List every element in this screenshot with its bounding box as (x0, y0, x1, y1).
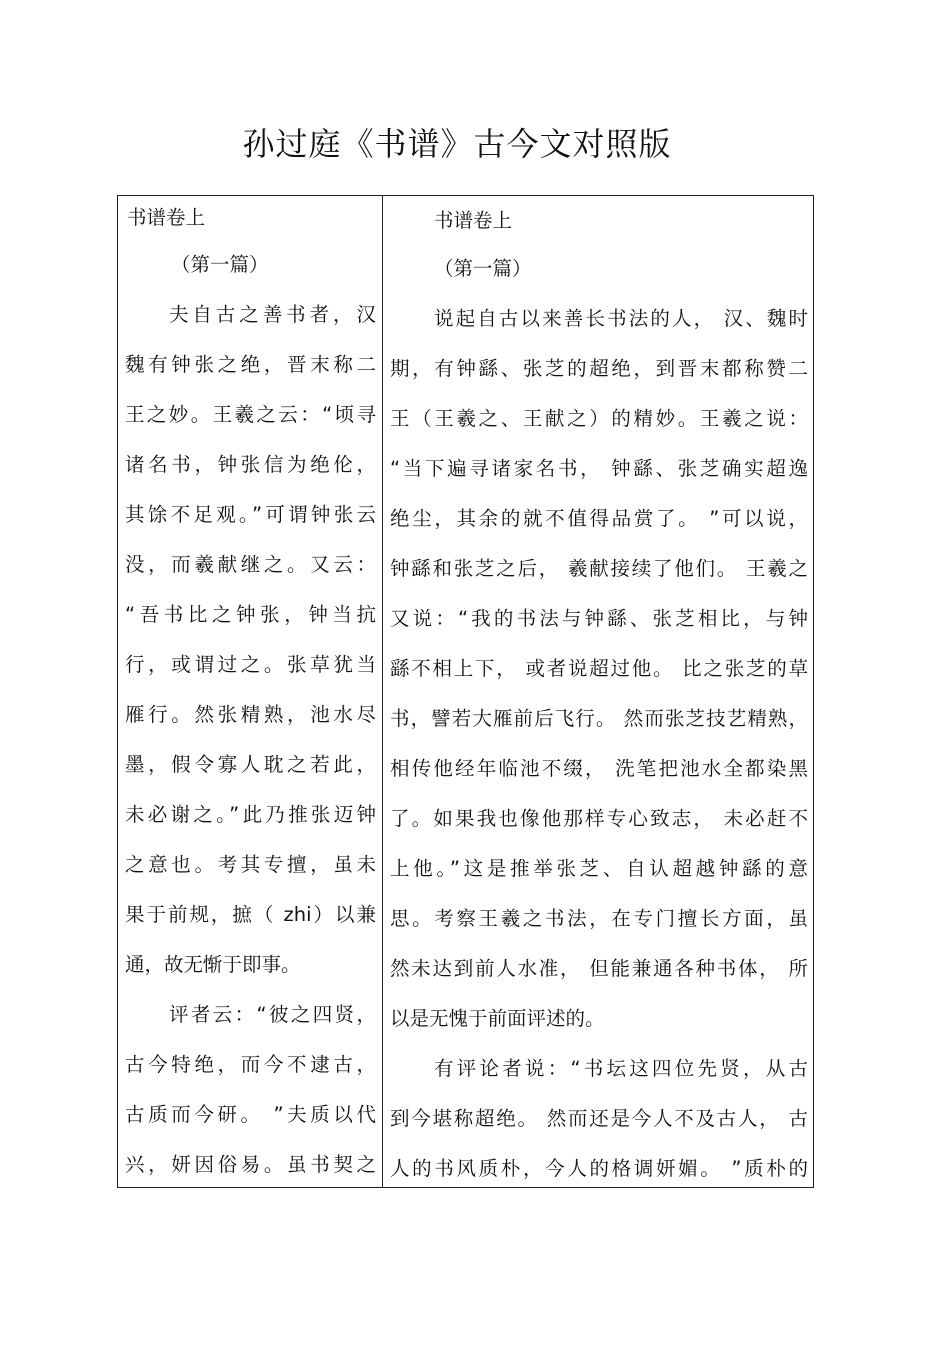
left-chapter-heading: （第一篇） (171, 253, 269, 276)
column-divider (382, 196, 383, 1187)
left-text-line: “吾书比之钟张，钟当抗 (125, 603, 376, 626)
right-text-line: 绝尘，其余的就不值得品赏了。 ”可以说， (390, 507, 808, 530)
right-text-line: 思。考察王羲之书法，在专门擅长方面，虽 (390, 907, 808, 930)
left-text-line: 古质而今研。 ”夫质以代 (125, 1103, 376, 1126)
right-text-line: 上他。”这是推举张芝、自认超越钟繇的意 (390, 857, 808, 880)
right-chapter-heading: （第一篇） (434, 257, 532, 280)
right-text-line: 了。如果我也像他那样专心致志， 未必赶不 (390, 807, 808, 830)
left-text-line: 行，或谓过之。张草犹当 (125, 653, 376, 676)
left-volume-heading: 书谱卷上 (127, 206, 206, 229)
right-text-line: 人的书风质朴，今人的格调妍媚。 ”质朴的 (390, 1157, 808, 1180)
right-text-line: 期，有钟繇、张芝的超绝，到晋末都称赞二 (390, 357, 808, 380)
right-text-line: 说起自古以来善长书法的人， 汉、魏时 (434, 307, 808, 330)
document-title: 孙过庭《书谱》古今文对照版 (242, 125, 672, 163)
left-text-line: 诸名书，钟张信为绝伦， (125, 453, 376, 476)
right-text-line: 繇不相上下， 或者说超过他。 比之张芝的草 (390, 657, 808, 680)
right-volume-heading: 书谱卷上 (434, 209, 513, 232)
right-text-line: 钟繇和张芝之后， 羲献接续了他们。 王羲之 (390, 557, 808, 580)
right-text-line: 又说：“我的书法与钟繇、张芝相比，与钟 (390, 607, 808, 630)
right-text-line: “当下遍寻诸家名书， 钟繇、张芝确实超逸 (390, 457, 808, 480)
left-text-line: 兴，妍因俗易。虽书契之 (125, 1153, 376, 1176)
left-text-line: 未必谢之。”此乃推张迈钟 (125, 803, 376, 826)
left-text-line: 墨，假令寡人耽之若此， (125, 753, 376, 776)
right-text-line: 王（王羲之、王献之）的精妙。王羲之说： (390, 407, 808, 430)
comparison-table (117, 195, 814, 1188)
left-text-line: 之意也。考其专擅，虽未 (125, 853, 376, 876)
left-text-line: 评者云：“彼之四贤， (169, 1003, 376, 1026)
left-text-line: 魏有钟张之绝，晋末称二 (125, 353, 376, 376)
right-text-line: 相传他经年临池不缀， 洗笔把池水全都染黑 (390, 757, 808, 780)
left-text-line: 其馀不足观。”可谓钟张云 (125, 503, 376, 526)
right-text-line: 然未达到前人水准， 但能兼通各种书体， 所 (390, 957, 808, 980)
left-text-line: 没，而羲献继之。又云： (125, 553, 376, 576)
left-text-line: 通，故无惭于即事。 (125, 953, 301, 976)
left-text-line: 古今特绝，而今不逮古， (125, 1053, 376, 1076)
right-text-line: 书，譬若大雁前后飞行。 然而张芝技艺精熟， (390, 707, 808, 730)
right-text-line: 有评论者说：“书坛这四位先贤，从古 (434, 1057, 808, 1080)
left-text-line: 果于前规，摭（ zhi）以兼 (125, 903, 376, 926)
right-text-line: 以是无愧于前面评述的。 (390, 1007, 605, 1030)
right-text-line: 到今堪称超绝。 然而还是今人不及古人， 古 (390, 1107, 808, 1130)
left-text-line: 王之妙。王羲之云：“顷寻 (125, 403, 376, 426)
modern-translation-column (390, 196, 808, 1187)
left-text-line: 夫自古之善书者，汉 (169, 303, 376, 326)
classical-text-column (125, 196, 376, 1187)
left-text-line: 雁行。然张精熟，池水尽 (125, 703, 376, 726)
